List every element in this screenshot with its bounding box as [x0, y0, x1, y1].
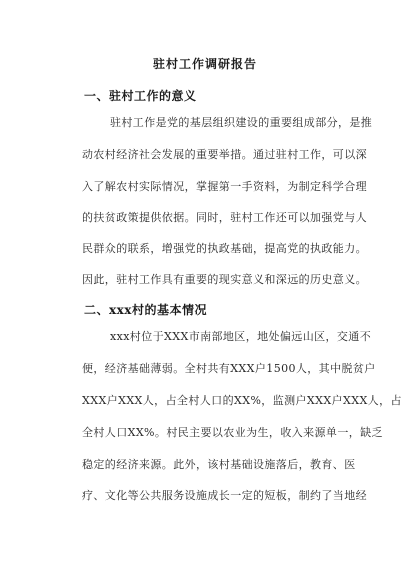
paragraph-line: 驻村工作是党的基层组织建设的重要组成部分，是推: [110, 116, 373, 129]
paragraph-line: 全村人口XX%。村民主要以农业为生，收入来源单一，缺乏: [82, 426, 383, 439]
paragraph-line: 的扶贫政策提供依据。同时，驻村工作还可以加强党与人: [82, 211, 367, 224]
paragraph-line: 便，经济基础薄弱。全村共有XXX户1500人，其中脱贫户: [82, 362, 376, 375]
document-title: 驻村工作调研报告: [152, 57, 257, 71]
paragraph-line: 入了解农村实际情况，掌握第一手资料，为制定科学合理: [82, 180, 367, 193]
paragraph-line: 民群众的联系，增强党的执政基础，提高党的执政能力。: [82, 242, 367, 255]
paragraph-line: 疗、文化等公共服务设施成长一定的短板，制约了当地经: [82, 489, 367, 502]
paragraph-line: 稳定的经济来源。此外，该村基础设施落后，教育、医: [82, 458, 356, 471]
section-heading-significance: 一、驻村工作的意义: [84, 89, 197, 103]
paragraph-line: XXX户XXX人，占全村人口的XX%，监测户XXX户XXX人，占: [82, 394, 402, 407]
paragraph-line: 动农村经济社会发展的重要举措。通过驻村工作，可以深: [82, 148, 367, 161]
paragraph-line: xxx村位于XXX市南部地区，地处偏远山区，交通不: [110, 330, 372, 343]
paragraph-line: 因此，驻村工作具有重要的现实意义和深远的历史意义。: [82, 273, 367, 286]
section-heading-basic-situation: 二、xxx村的基本情况: [84, 303, 207, 317]
